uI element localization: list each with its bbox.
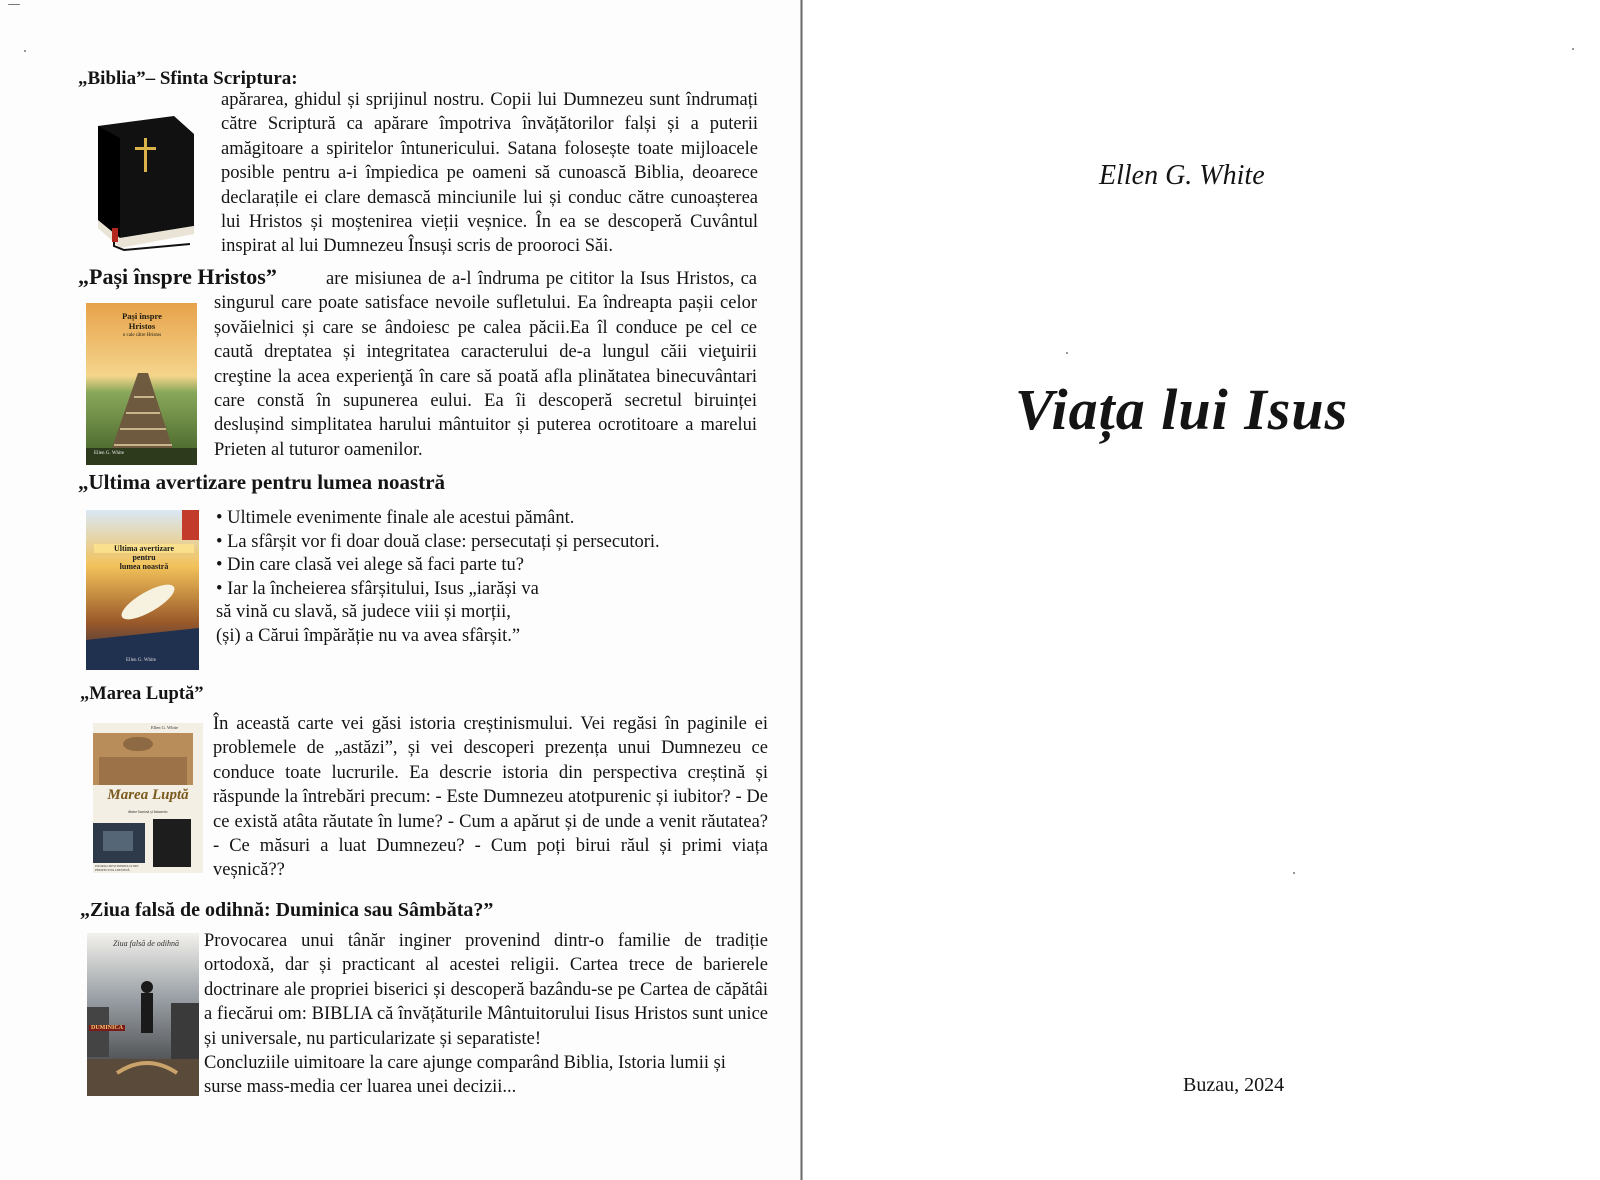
book-description-biblia — [221, 88, 758, 259]
cover-subtitle: o cale către Hristos — [122, 333, 162, 338]
book-paragraph: Provocarea unui tânăr inginer provenind dintr-o familie de tradiție ortodoxă, dar și practicant al acestei religii. Cartea trece de barierele doctrinare ale propriei biserici și descoperă bazându-se pe Cartea de căpătâi a fiecărui om: BIBLIA că învățăturile Mântuitorului Iisus Hristos sunt unice și universale, nu particularizate și separatiste! — [204, 931, 768, 1049]
scan-speck — [1066, 352, 1068, 354]
cover-subtitle: dintre lumină și întuneric — [127, 809, 169, 814]
book-heading-ziua-falsa: „Ziua falsă de odihnă: Duminica sau Sâmbăta?” — [80, 899, 494, 921]
bullet-item: • Ultimele evenimente finale ale acestui pământ. — [216, 508, 575, 528]
book-bullets-ultima-avertizare — [216, 507, 660, 648]
scan-speck — [1293, 872, 1295, 874]
bullet-item: (și) a Cărui împărăție nu va avea sfârșit.” — [216, 625, 521, 646]
bullet-item: • Iar la încheierea sfârșitului, Isus „iarăși va — [216, 578, 539, 599]
ultima-avertizare-cover-image — [86, 510, 199, 670]
book-paragraph: Concluziile uimitoare la care ajunge comparând Biblia, Istoria lumii și surse mass-media cer luarea unei decizii... — [204, 1053, 726, 1098]
cover-label: DUMINICA — [91, 1025, 123, 1031]
scan-speck — [24, 50, 26, 52]
pasi-inspre-hristos-cover-image — [86, 303, 197, 465]
book-heading-biblia: „Biblia”– Sfinta Scriptura: — [78, 68, 298, 89]
book-heading-marea-lupta: „Marea Luptă” — [80, 684, 204, 704]
book-description-pasi-inspre-hristos — [214, 267, 757, 462]
author-name: Ellen G. White — [1099, 160, 1265, 191]
bullet-item: • Din care clasă vei alege să faci parte tu? — [216, 555, 524, 575]
book-paragraph: În această carte vei găsi istoria creștinismului. Vei regăsi în paginile ei problemele de „astăzi”, și vei descoperi prezența unui Dumnezeu ce conduce toate lucrurile. Ea descrie istoria din perspectiva creștină și răspunde la întrebări precum: - Este Dumnezeu atotpurenic și iubitor? - De ce există atâta răutate în lume? - Cum a apărut și de unde a venit răutatea? - Ce măsuri a luat Dumnezeu? - Cum poți birui răul și primi viața veșnică?? — [213, 714, 768, 881]
bullet-item: să vină cu slavă, să judece viii și morții, — [216, 602, 511, 622]
cover-title-line: Marea Luptă — [107, 787, 189, 803]
marea-lupta-cover-image — [93, 723, 203, 873]
book-paragraph: are misiunea de a-l îndruma pe cititor la Isus Hristos, ca singurul care poate satisface nevoile sufletului. Ea îndreapta pașii celor șovăielnici și care se ândoiesc pe calea păcii.Ea îl conduce pe cel ce caută dreptatea și integritatea caracterului de-a lungul căii vieţuirii creştine la acea experienţă în care să poată afla plinătatea binecuvântari care constă în supunerea eului. Ea îi descoperă secretul biruinței deslușind simplitatea harului mântuitor și puterea ocrotitoare a marelui Prieten al tuturor oamenilor. — [214, 269, 757, 460]
book-heading-pasi-inspre-hristos: „Pași înspre Hristos” — [78, 264, 277, 289]
bullet-item: • La sfârșit vor fi doar două clase: persecutați și persecutori. — [216, 531, 660, 552]
book-description-ziua-falsa — [204, 929, 768, 1100]
cover-author: Ellen G. White — [126, 658, 157, 663]
publication-place-year: Buzau, 2024 — [1183, 1074, 1285, 1096]
book-title: Viața lui Isus — [1015, 377, 1349, 442]
cover-author: Ellen G. White — [94, 451, 125, 456]
scan-speck — [8, 4, 20, 5]
bible-cover-image — [90, 116, 198, 254]
book-paragraph: apărarea, ghidul și sprijinul nostru. Copii lui Dumnezeu sunt îndrumați către Scriptură ca apărare împotriva învățătorilor falși și a puterii amăgitoare a spiritelor întunericului. Satana folosește toate mijloacele posible pentru a-i împiedica pe oameni să cunoască Biblia, deoarece declarațile ei clare demască minciunile lui și conduc către cunoașterea lui Hristos și moștenirea vieții veșnice. În ea se descoperă Cuvântul inspirat al lui Dumnezeu Însuși scris de prooroci Săi. — [221, 90, 758, 257]
cover-title-line: Hristos — [128, 321, 156, 331]
cover-subtitle: ISTORIA CREȘTINISMULUI DIN PERSPECTIVA CREȘTINĂ — [95, 864, 139, 872]
cover-author: Ellen G. White — [151, 725, 179, 730]
cover-title-line: Ultima avertizare — [94, 544, 194, 553]
cover-title-line: Ziua falsă de odihnă — [112, 939, 179, 948]
cover-title-line: lumea noastră — [119, 562, 169, 571]
book-heading-ultima-avertizare: „Ultima avertizare pentru lumea noastră — [78, 470, 446, 494]
scan-speck — [1572, 48, 1574, 50]
book-description-marea-lupta — [213, 712, 768, 883]
ziua-falsa-cover-image — [87, 933, 199, 1096]
cover-title-line: pentru — [132, 553, 156, 562]
cover-title-line: Pași înspre — [122, 311, 162, 321]
